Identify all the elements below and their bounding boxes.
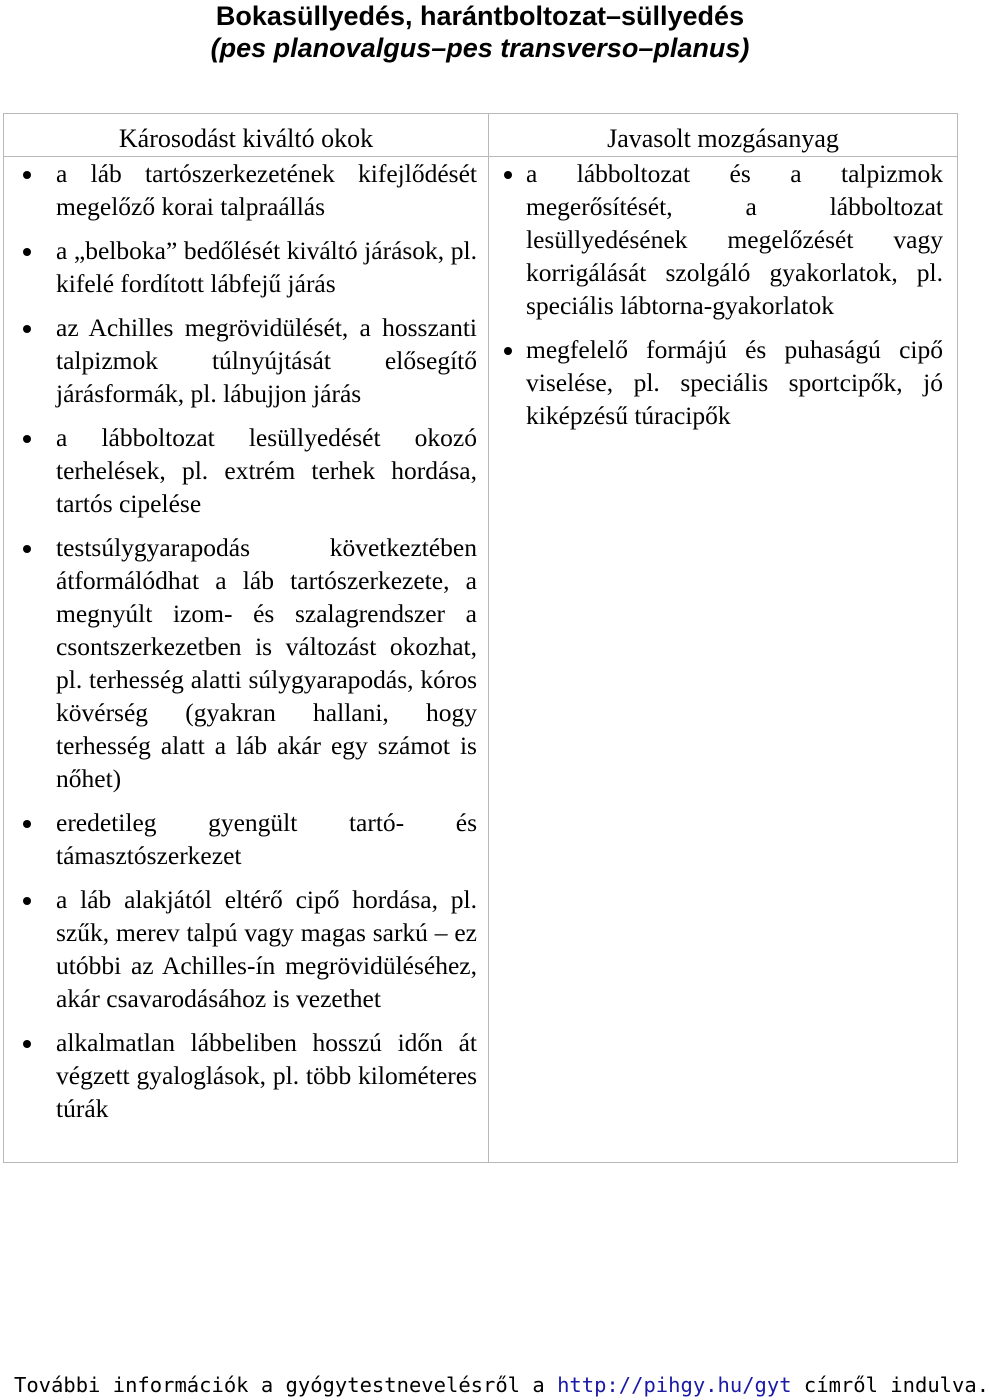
bullet-icon xyxy=(23,171,31,179)
causes-list xyxy=(4,157,488,1125)
causes-column xyxy=(4,114,489,1162)
recommendation-item-text: megfelelő formájú és puhaságú cipő viselése, pl. speciális sportcipők, jó kiképzésű túracipők xyxy=(526,335,943,430)
causes-recommendations-table xyxy=(3,113,958,1163)
cause-item xyxy=(4,311,488,410)
cause-item xyxy=(4,157,488,223)
footer-prefix-text: További információk a gyógytestnevelésről a xyxy=(14,1373,558,1397)
cause-item-text: eredetileg gyengült tartó- és támasztószerkezet xyxy=(56,808,477,870)
bullet-icon xyxy=(23,897,31,905)
cause-item xyxy=(4,234,488,300)
causes-column-header: Károsodást kiváltó okok xyxy=(4,114,488,157)
document-title: Bokasüllyedés, harántboltozat–süllyedés xyxy=(215,1,745,31)
bullet-icon xyxy=(504,171,512,179)
cause-item-text: alkalmatlan lábbeliben hosszú időn át végzett gyaloglások, pl. több kilométeres túrák xyxy=(56,1028,477,1123)
bullet-icon xyxy=(23,545,31,553)
recommendations-column xyxy=(489,114,957,1162)
bullet-icon xyxy=(23,820,31,828)
cause-item xyxy=(4,531,488,795)
recommendation-item xyxy=(489,157,957,322)
cause-item-text: a lábboltozat lesüllyedését okozó terhelések, pl. extrém terhek hordása, tartós cipelése xyxy=(56,423,477,518)
recommendation-item xyxy=(489,333,957,432)
footer-link[interactable]: http://pihgy.hu/gyt xyxy=(557,1373,792,1397)
recommendations-column-header: Javasolt mozgásanyag xyxy=(489,114,957,157)
cause-item-text: az Achilles megrövidülését, a hosszanti talpizmok túlnyújtását elősegítő járásformák, pl. lábujjon járás xyxy=(56,313,477,408)
cause-item xyxy=(4,806,488,872)
footer-suffix-text: címről indulva. xyxy=(791,1373,989,1397)
cause-item-text: a láb alakjától eltérő cipő hordása, pl. szűk, merev talpú vagy magas sarkú – ez utóbbi az Achilles-ín megrövidüléséhez, akár csavarodásához is vezethet xyxy=(56,885,477,1013)
cause-item xyxy=(4,883,488,1015)
cause-item-text: testsúlygyarapodás következtében átformálódhat a láb tartószerkezete, a megnyúlt izom- és szalagrendszer a csontszerkezetben is változást okozhat, pl. terhesség alatti súlygyarapodás, kóros kövérség (gyakran hallani, hogy terhesség alatt a láb akár egy számot is nőhet) xyxy=(56,533,477,793)
recommendations-list xyxy=(489,157,957,432)
recommendation-item-text: a lábboltozat és a talpizmok megerősítését, a lábboltozat lesüllyedésének megelőzését vagy korrigálását szolgáló gyakorlatok, pl. speciális lábtorna-gyakorlatok xyxy=(526,159,943,320)
bullet-icon xyxy=(23,325,31,333)
bullet-icon xyxy=(504,347,512,355)
cause-item-text: a láb tartószerkezetének kifejlődését megelőző korai talpraállás xyxy=(56,159,477,221)
cause-item xyxy=(4,421,488,520)
document-subtitle: (pes planovalgus–pes transverso–planus) xyxy=(210,33,750,63)
cause-item-text: a „belboka” bedőlését kiváltó járások, pl. kifelé fordított lábfejű járás xyxy=(56,236,477,298)
page-title xyxy=(0,0,960,64)
bullet-icon xyxy=(23,435,31,443)
footer xyxy=(14,1372,989,1398)
cause-item xyxy=(4,1026,488,1125)
bullet-icon xyxy=(23,1040,31,1048)
bullet-icon xyxy=(23,248,31,256)
